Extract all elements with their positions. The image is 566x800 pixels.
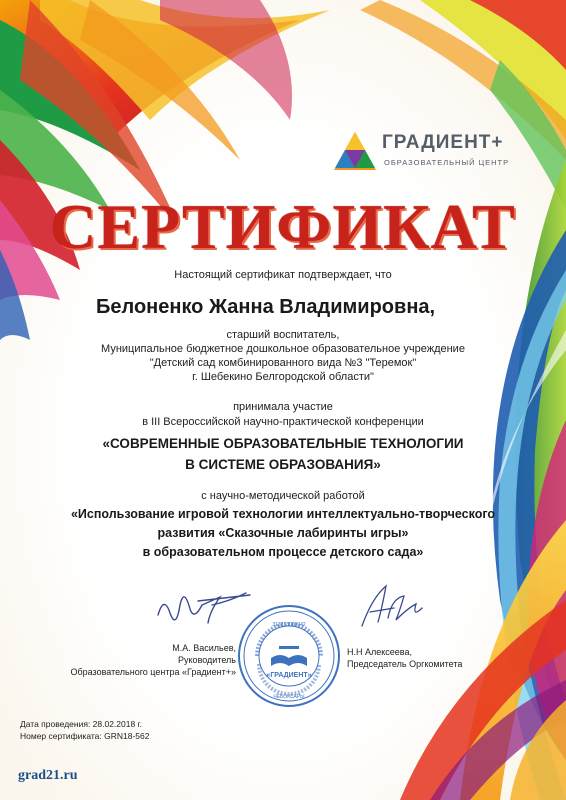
organization-line: "Детский сад комбинированного вида №3 "Теремок" [149, 357, 417, 369]
event-date: Дата проведения: 28.02.2018 г. [20, 719, 142, 729]
work-title: развития «Сказочные лабиринты игры» [157, 526, 409, 540]
seal-center-text: «ГРАДИЕНТ» [266, 672, 312, 679]
conference-name: В СИСТЕМЕ ОБРАЗОВАНИЯ» [185, 457, 381, 472]
logo-subtitle: ОБРАЗОВАТЕЛЬНЫЙ ЦЕНТР [384, 158, 510, 167]
intro-text: Настоящий сертификат подтверждает, что [174, 269, 392, 281]
conference-name: «СОВРЕМЕННЫЕ ОБРАЗОВАТЕЛЬНЫЕ ТЕХНОЛОГИИ [102, 436, 464, 451]
triangle-logo-icon [332, 130, 378, 176]
left-signer-block [60, 642, 236, 678]
organization-line: г. Шебекино Белгородской области" [192, 371, 374, 383]
footer-info [20, 718, 149, 742]
position-text: старший воспитатель, [226, 329, 340, 341]
work-title: «Использование игровой технологии интеллектуально-творческого [70, 507, 496, 521]
site-link[interactable]: grad21.ru [18, 768, 78, 783]
left-signer-line: М.А. Васильев, [172, 643, 236, 653]
participation-text: принимала участие [233, 401, 333, 413]
right-signer-line: Н.Н Алексеева, [347, 647, 412, 657]
recipient-name: Белоненко Жанна Владимировна, [96, 296, 436, 318]
seal-bottom-text: ЧЕБОКСАРЫ [273, 694, 305, 700]
left-signer-line: Образовательного центра «Градиент+» [70, 667, 236, 677]
certificate-title: СЕРТИФИКАТ [50, 191, 516, 262]
work-title: в образовательном процессе детского сада» [142, 545, 424, 559]
seal-number-text: 313213000042 [272, 622, 306, 628]
certificate-number: Номер сертификата: GRN18-562 [20, 731, 150, 741]
official-seal-icon [237, 604, 341, 708]
org-logo [330, 128, 540, 180]
work-intro: с научно-методической работой [201, 490, 365, 502]
organization-line: Муниципальное бюджетное дошкольное образовательное учреждение [101, 343, 465, 355]
right-signer-block [347, 646, 487, 670]
right-signature [352, 578, 432, 638]
logo-title: ГРАДИЕНТ+ [382, 132, 504, 153]
left-signer-line: Руководитель [178, 655, 236, 665]
right-signer-line: Председатель Оргкомитета [347, 659, 463, 669]
conference-intro: в III Всероссийской научно-практической конференции [142, 416, 424, 428]
